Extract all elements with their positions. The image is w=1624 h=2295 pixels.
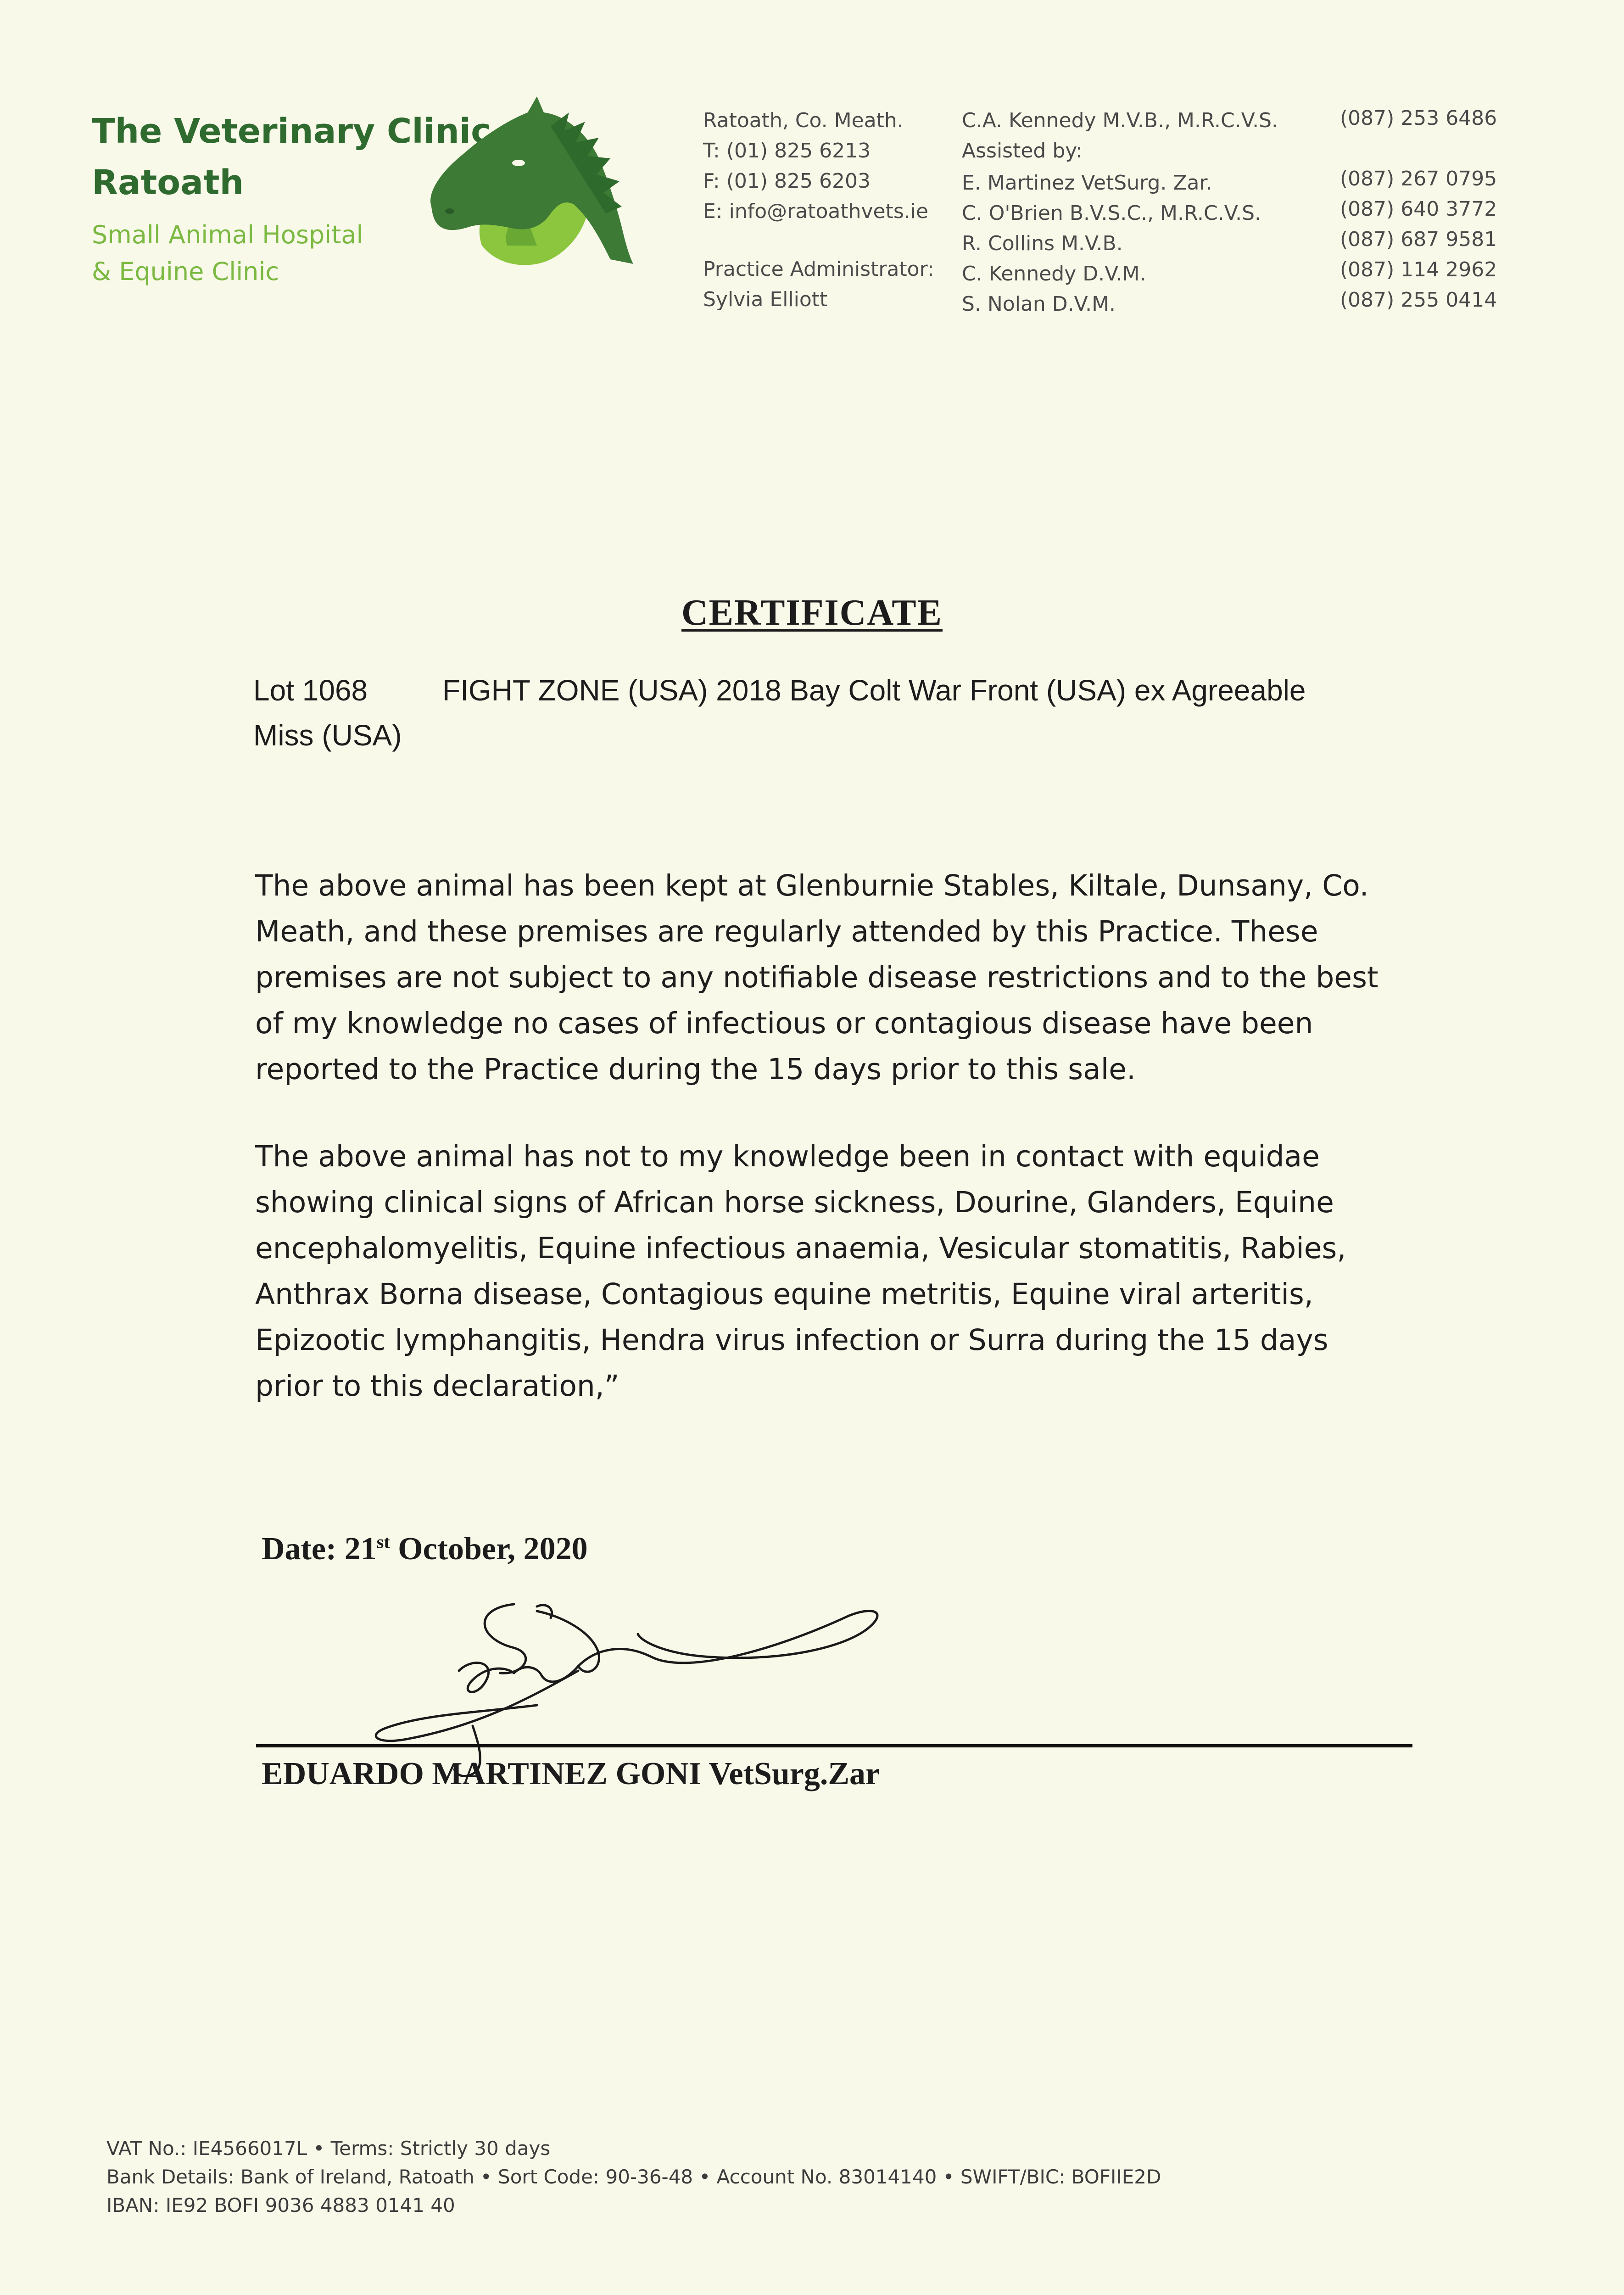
admin-label: Practice Administrator: xyxy=(703,257,934,281)
footer-iban: IBAN: IE92 BOFI 9036 4883 0141 40 xyxy=(106,2194,455,2217)
signer-name: EDUARDO MARTINEZ GONI VetSurg.Zar xyxy=(262,1756,880,1791)
email[interactable]: E: info@ratoathvets.ie xyxy=(703,200,929,223)
vet-phone: (087) 640 3772 xyxy=(1340,197,1497,221)
footer-vat: VAT No.: IE4566017L • Terms: Strictly 30 days xyxy=(106,2137,551,2160)
contact-details xyxy=(703,106,934,315)
vet-phone: (087) 114 2962 xyxy=(1340,258,1497,281)
assisted-by-label: Assisted by: xyxy=(962,139,1083,162)
vet-phone: (087) 267 0795 xyxy=(1340,167,1497,190)
lot-description xyxy=(253,668,1401,758)
clinic-subtitle-line2: & Equine Clinic xyxy=(92,257,279,286)
signature-line xyxy=(256,1744,1412,1747)
vet-phone: (087) 687 9581 xyxy=(1340,228,1497,251)
clinic-name-line1: The Veterinary Clinic xyxy=(92,112,491,151)
clinic-subtitle-line1: Small Animal Hospital xyxy=(92,220,363,249)
vet-item: E. Martinez VetSurg. Zar. xyxy=(962,171,1212,195)
certificate-date: Date: 21st October, 2020 xyxy=(262,1531,588,1567)
vet-item: S. Nolan D.V.M. xyxy=(962,292,1116,316)
vets-list xyxy=(962,106,1278,319)
footer xyxy=(106,2134,1161,2220)
admin-name: Sylvia Elliott xyxy=(703,288,828,311)
vet-item: R. Collins M.V.B. xyxy=(962,232,1123,255)
fax: F: (01) 825 6203 xyxy=(703,169,871,193)
vet-item: C. O'Brien B.V.S.C., M.R.C.V.S. xyxy=(962,202,1261,225)
handwritten-signature xyxy=(321,1588,945,1845)
contact-paragraph: The above animal has not to my knowledge been in contact with equidae showing clinical signs of African horse sickness, Dourine, Glanders, Equine encephalomyelitis, Equine infectious anaemia, Vesicular stomatitis, Rabies, Anthrax Borna disease, Contagious equine metritis, Equine viral arteritis, Epizootic lymphangitis, Hendra virus infection or Surra during the 15 days prior to this declaration,” xyxy=(255,1140,1346,1403)
premises-paragraph: The above animal has been kept at Glenburnie Stables, Kiltale, Dunsany, Co. Meath, and these premises are regularly attended by this Practice. These premises are not subject to any notifiable disease restrictions and to the best of my knowledge no cases of infectious or contagious disease have been reported to the Practice during the 15 days prior to this sale. xyxy=(255,869,1378,1086)
lead-vet: C.A. Kennedy M.V.B., M.R.C.V.S. xyxy=(962,109,1278,132)
vet-phone: (087) 255 0414 xyxy=(1340,288,1497,312)
certificate-title: CERTIFICATE xyxy=(681,593,943,633)
lot-line1: FIGHT ZONE (USA) 2018 Bay Colt War Front (USA) ex Agreeable xyxy=(442,674,1306,707)
lot-line2: Miss (USA) xyxy=(253,719,402,752)
horse-and-pets-logo-icon xyxy=(413,94,661,287)
vet-item: C. Kennedy D.V.M. xyxy=(962,262,1146,285)
address: Ratoath, Co. Meath. xyxy=(703,109,904,132)
clinic-name-line2: Ratoath xyxy=(92,163,244,202)
phone-list xyxy=(1340,103,1497,315)
lead-vet-phone: (087) 253 6486 xyxy=(1340,106,1497,130)
footer-bank: Bank Details: Bank of Ireland, Ratoath • Sort Code: 90-36-48 • Account No. 83014140 • SWIFT/BIC: BOFIIE2D xyxy=(106,2166,1161,2188)
lot-number: Lot 1068 xyxy=(253,674,368,707)
telephone: T: (01) 825 6213 xyxy=(703,139,871,162)
